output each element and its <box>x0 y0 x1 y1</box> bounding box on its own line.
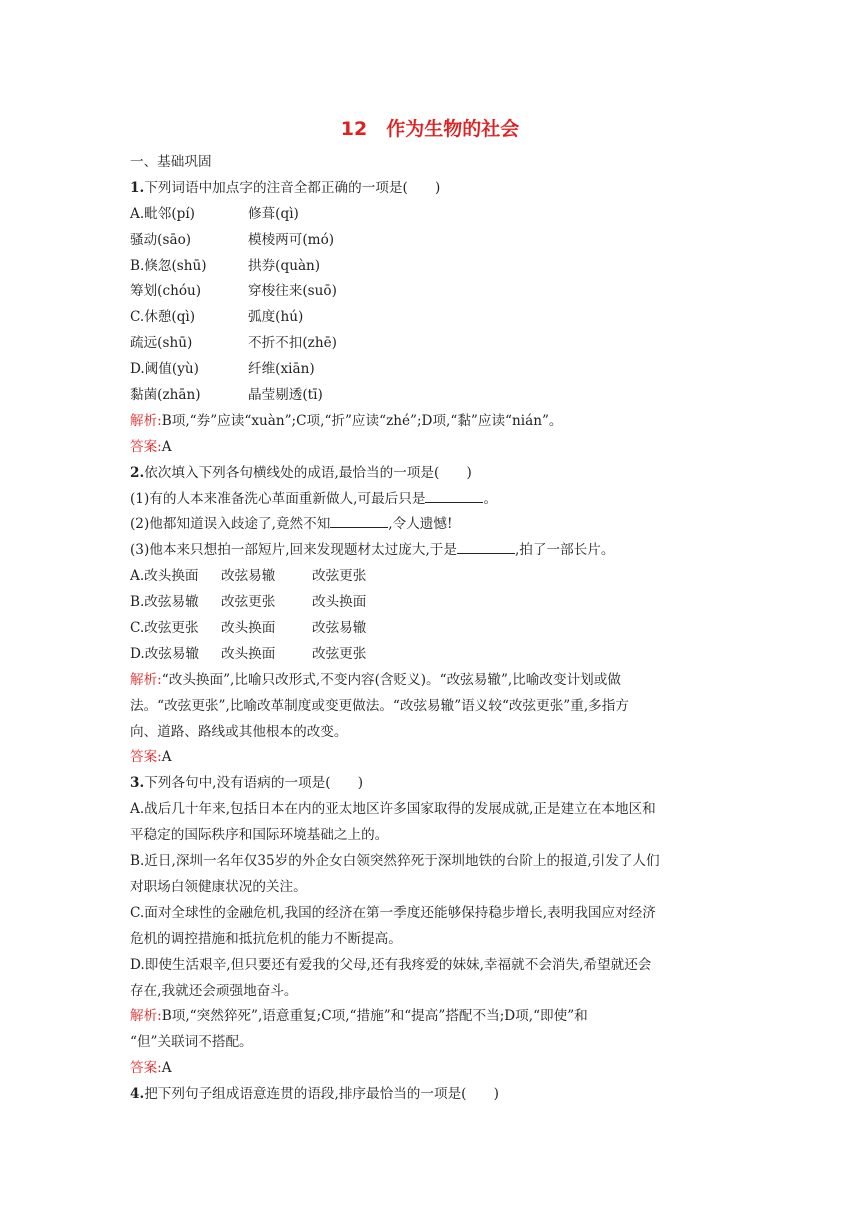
document-body <box>130 150 740 1108</box>
fill-blank <box>330 513 388 528</box>
answer-label: 答案: <box>130 1060 162 1077</box>
option-word: 改弦更张 <box>312 568 367 585</box>
sentence-text: 。 <box>483 490 498 507</box>
q1-option-row <box>130 202 740 228</box>
analysis-text: “改头换面”,比喻只改形式,不变内容(含贬义)。“改弦易辙”,比喻改变计划或做 <box>161 671 621 688</box>
option-word: A.改头换面 <box>130 568 199 585</box>
q1-option-c-word-1: C.休憩(qì) <box>130 309 196 326</box>
q2-option-d <box>130 642 740 668</box>
section-heading: 一、基础巩固 <box>130 154 212 170</box>
q1-option-a-word-1: A.毗邻(pí) <box>130 205 195 222</box>
analysis-label: 解析: <box>130 1008 162 1025</box>
analysis-text: B项,“突然猝死”,语意重复;C项,“措施”和“提高”搭配不当;D项,“即使”和 <box>161 1008 588 1025</box>
q2-sentence-3 <box>130 538 740 564</box>
q3-option-a-line-1: A.战后几十年来,包括日本在内的亚太地区许多国家取得的发展成就,正是建立在本地区和 <box>130 801 656 818</box>
q1-option-row <box>130 279 740 305</box>
question-number: 3. <box>130 775 145 792</box>
q3-answer <box>130 1056 740 1082</box>
q1-option-c-word-2: 弧度(hú) <box>248 309 304 326</box>
option-word: 改弦更张 <box>221 594 276 611</box>
q2-analysis-line-1 <box>130 668 740 694</box>
sentence-text: ,拍了一部长片。 <box>514 542 615 559</box>
sentence-text: (1)有的人本来准备洗心革面重新做人,可最后只是 <box>130 490 426 507</box>
question-1-stem <box>130 176 740 202</box>
q1-option-row <box>130 357 740 383</box>
q1-option-b-word-1: B.倏忽(shū) <box>130 257 207 274</box>
fill-blank <box>425 488 483 503</box>
answer-label: 答案: <box>130 438 162 455</box>
option-word: D.改弦易辙 <box>130 645 200 662</box>
q1-option-d-word-2: 纤维(xiān) <box>248 361 315 378</box>
q1-option-a-word-2: 修葺(qì) <box>248 205 299 222</box>
answer-value: A <box>161 438 172 455</box>
q2-answer <box>130 745 740 771</box>
q1-option-row <box>130 331 740 357</box>
page-title: 12 作为生物的社会 <box>340 118 520 140</box>
question-text: 下列各句中,没有语病的一项是( ) <box>144 775 364 792</box>
question-text: 依次填入下列各句横线处的成语,最恰当的一项是( ) <box>144 464 472 481</box>
sentence-text: (2)他都知道误入歧途了,竟然不知 <box>130 516 331 533</box>
question-text: 把下列句子组成语意连贯的语段,排序最恰当的一项是( ) <box>144 1086 499 1103</box>
q3-option-b-line-1: B.近日,深圳一名年仅35岁的外企女白领突然猝死于深圳地铁的台阶上的报道,引发了人们 <box>130 853 660 870</box>
q2-analysis-line-2: 法。“改弦更张”,比喻改革制度或变更做法。“改弦易辙”语义较“改弦更张”重,多指方 <box>130 697 629 714</box>
option-word: 改弦易辙 <box>312 620 367 637</box>
q2-option-a <box>130 564 740 590</box>
question-number: 1. <box>130 179 145 196</box>
q1-option-c-word-3: 疏远(shū) <box>130 335 193 352</box>
q2-sentence-2 <box>130 512 740 538</box>
analysis-label: 解析: <box>130 412 162 429</box>
q1-option-d-word-4: 晶莹剔透(tī) <box>248 387 323 404</box>
q1-option-a-word-4: 模棱两可(mó) <box>248 231 335 248</box>
option-word: 改弦更张 <box>312 645 367 662</box>
q1-option-row <box>130 228 740 254</box>
question-number: 2. <box>130 464 145 481</box>
q1-analysis <box>130 409 740 435</box>
question-text: 下列词语中加点字的注音全都正确的一项是( ) <box>144 179 441 196</box>
option-word: 改头换面 <box>312 594 367 611</box>
q1-option-a-word-3: 骚动(sāo) <box>130 231 192 248</box>
sentence-text: ,令人遗憾! <box>388 516 453 533</box>
option-word: 改弦易辙 <box>221 568 276 585</box>
q1-answer <box>130 435 740 461</box>
q1-option-c-word-4: 不折不扣(zhē) <box>248 335 337 352</box>
question-number: 4. <box>130 1086 145 1103</box>
option-word: 改头换面 <box>221 620 276 637</box>
q1-option-d-word-1: D.阈值(yù) <box>130 361 199 378</box>
answer-label: 答案: <box>130 749 162 766</box>
fill-blank <box>457 539 515 554</box>
q3-analysis-line-1 <box>130 1004 740 1030</box>
q1-option-row <box>130 383 740 409</box>
q2-sentence-1 <box>130 487 740 513</box>
analysis-label: 解析: <box>130 671 162 688</box>
q3-option-c-line-2: 危机的调控措施和抵抗危机的能力不断提高。 <box>130 930 402 947</box>
answer-value: A <box>161 749 172 766</box>
q1-option-row <box>130 305 740 331</box>
q2-option-c <box>130 616 740 642</box>
q3-option-d-line-2: 存在,我就还会顽强地奋斗。 <box>130 982 298 999</box>
option-word: B.改弦易辙 <box>130 594 199 611</box>
q3-option-a-line-2: 平稳定的国际秩序和国际环境基础之上的。 <box>130 827 389 844</box>
q3-option-d-line-1: D.即使生活艰辛,但只要还有爱我的父母,还有我疼爱的妹妹,幸福就不会消失,希望就还会 <box>130 956 652 973</box>
answer-value: A <box>161 1060 172 1077</box>
q1-option-b-word-2: 拱券(quàn) <box>248 257 321 274</box>
q1-option-b-word-3: 筹划(chóu) <box>130 283 202 300</box>
q2-analysis-line-3: 向、道路、路线或其他根本的改变。 <box>130 723 348 740</box>
option-word: C.改弦更张 <box>130 620 199 637</box>
q1-option-d-word-3: 黏菌(zhān) <box>130 387 201 404</box>
q3-option-c-line-1: C.面对全球性的金融危机,我国的经济在第一季度还能够保持稳步增长,表明我国应对经济 <box>130 904 656 921</box>
q3-analysis-line-2: “但”关联词不搭配。 <box>130 1034 253 1051</box>
question-2-stem <box>130 461 740 487</box>
question-4-stem <box>130 1082 740 1108</box>
sentence-text: (3)他本来只想拍一部短片,回来发现题材太过庞大,于是 <box>130 542 457 559</box>
q2-option-b <box>130 590 740 616</box>
question-3-stem <box>130 771 740 797</box>
q3-option-b-line-2: 对职场白领健康状况的关注。 <box>130 878 307 895</box>
q1-option-b-word-4: 穿梭往来(suō) <box>248 283 337 300</box>
analysis-text: B项,“券”应读“xuàn”;C项,“折”应读“zhé”;D项,“黏”应读“nián”。 <box>161 412 563 429</box>
option-word: 改头换面 <box>221 645 276 662</box>
q1-option-row <box>130 254 740 280</box>
